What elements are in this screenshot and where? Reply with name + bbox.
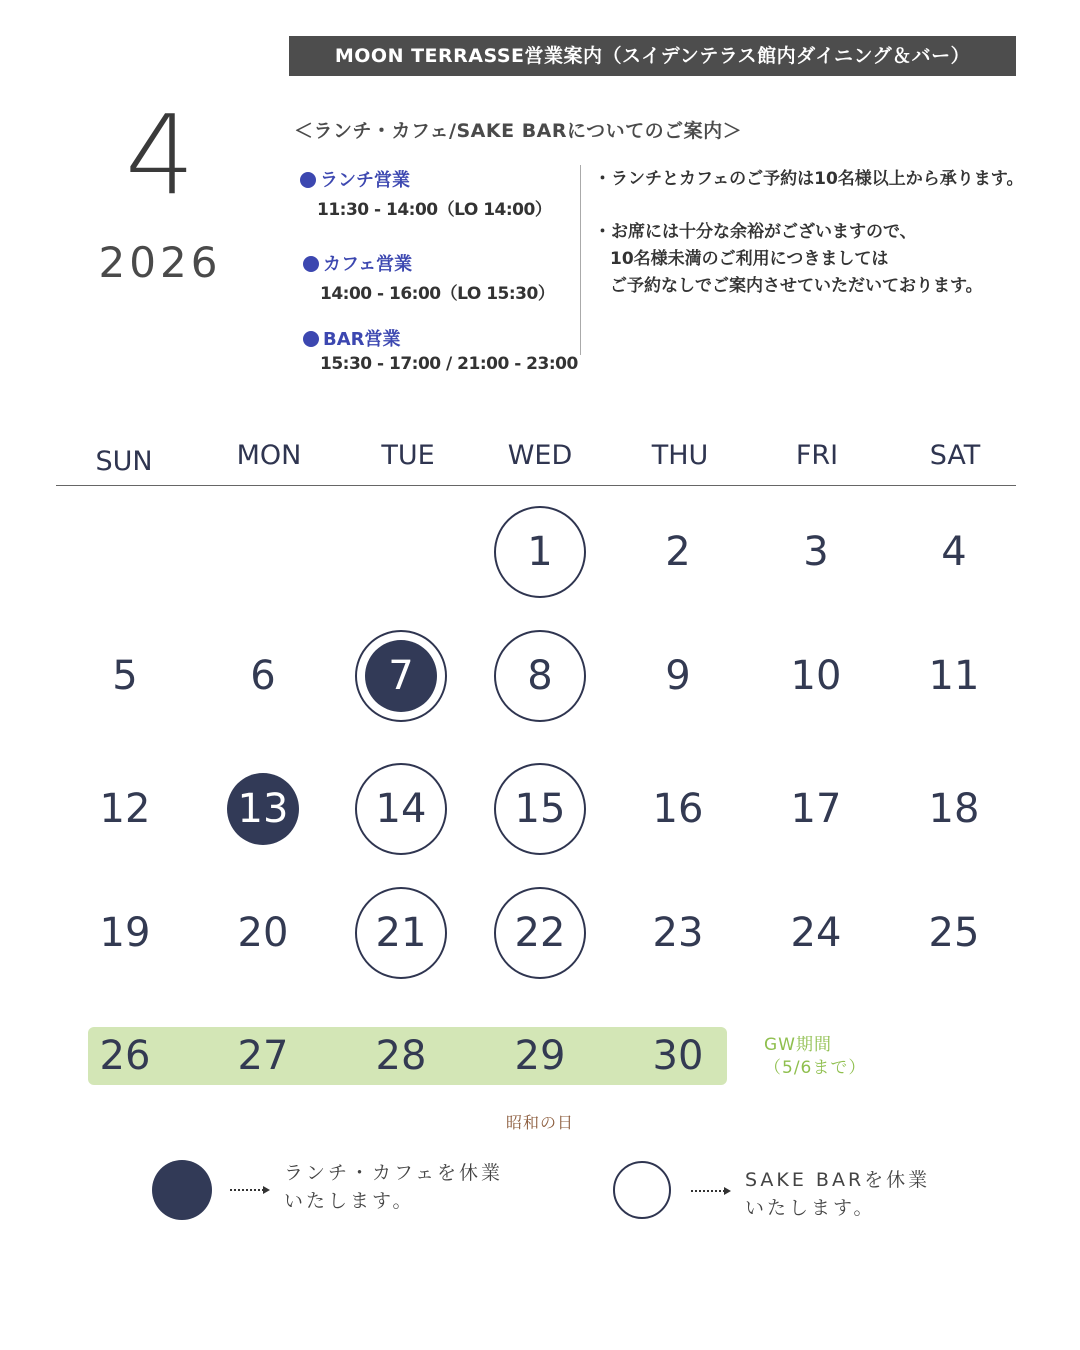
weekday-mon: MON (236, 440, 302, 471)
legend-arrow-icon (230, 1189, 264, 1191)
calendar-day: 10 (790, 653, 842, 699)
calendar-day: 16 (652, 786, 704, 832)
weekday-tue: TUE (381, 440, 435, 471)
weekday-thu: THU (651, 440, 709, 471)
calendar-day: 27 (237, 1033, 289, 1079)
gw-period-label: GW期間 （5/6まで） (764, 1035, 867, 1078)
calendar-day: 8 (527, 653, 553, 699)
calendar-day: 26 (99, 1033, 151, 1079)
service-cafe-time: 14:00 - 16:00（LO 15:30） (320, 284, 555, 304)
calendar-day: 2 (665, 529, 691, 575)
legend-lunch-cafe-closed: ランチ・カフェを休業 いたします。 (284, 1162, 504, 1212)
calendar-day: 19 (99, 910, 151, 956)
service-lunch-name: ランチ営業 (320, 170, 410, 191)
calendar-day: 28 (375, 1033, 427, 1079)
calendar-day: 20 (237, 910, 289, 956)
calendar-day: 3 (803, 529, 829, 575)
calendar-day: 15 (514, 786, 566, 832)
service-lunch-time: 11:30 - 14:00（LO 14:00） (317, 200, 552, 220)
month-number: 4 (125, 91, 195, 219)
calendar-day: 22 (514, 910, 566, 956)
calendar-day: 17 (790, 786, 842, 832)
calendar-day: 12 (99, 786, 151, 832)
calendar-day: 9 (665, 653, 691, 699)
note-walkin: ・お席には十分な余裕がございますので、 10名様未満のご利用につきましては ご予約なしでご案内させていただいております。 (594, 222, 983, 296)
service-cafe-name: カフェ営業 (323, 254, 413, 275)
service-bar-time: 15:30 - 17:00 / 21:00 - 23:00 (320, 354, 578, 374)
calendar-day: 4 (941, 529, 967, 575)
weekday-fri: FRI (795, 440, 839, 471)
calendar-day: 18 (928, 786, 980, 832)
service-bar-name: BAR営業 (323, 329, 401, 350)
calendar-day: 5 (112, 653, 138, 699)
note-reservation: ・ランチとカフェのご予約は10名様以上から承ります。 (594, 169, 1024, 189)
calendar-day: 29 (514, 1033, 566, 1079)
calendar-day: 30 (652, 1033, 704, 1079)
calendar-day: 24 (790, 910, 842, 956)
weekday-sun: SUN (95, 446, 153, 477)
calendar-day: 6 (250, 653, 276, 699)
calendar-day: 25 (928, 910, 980, 956)
legend-filled-circle-icon (152, 1160, 212, 1220)
holiday-note: 昭和の日 (505, 1113, 574, 1132)
calendar-day: 11 (928, 653, 980, 699)
year-number: 2026 (98, 238, 222, 287)
legend-ring-circle-icon (613, 1161, 671, 1219)
legend-arrow-icon (691, 1190, 725, 1192)
calendar-day: 14 (375, 786, 427, 832)
calendar-day: 1 (527, 529, 553, 575)
header-title: MOON TERRASSE営業案内（スイデンテラス館内ダイニング＆バー） (289, 36, 1016, 76)
info-subtitle: ＜ランチ・カフェ/SAKE BARについてのご案内＞ (294, 120, 743, 142)
calendar-day: 23 (652, 910, 704, 956)
weekday-sat: SAT (929, 440, 981, 471)
weekday-wed: WED (507, 440, 573, 471)
calendar-day: 7 (388, 653, 414, 699)
calendar-day: 21 (375, 910, 427, 956)
legend-sake-bar-closed: SAKE BARを休業 いたします。 (745, 1169, 931, 1219)
calendar-day: 13 (237, 786, 289, 832)
